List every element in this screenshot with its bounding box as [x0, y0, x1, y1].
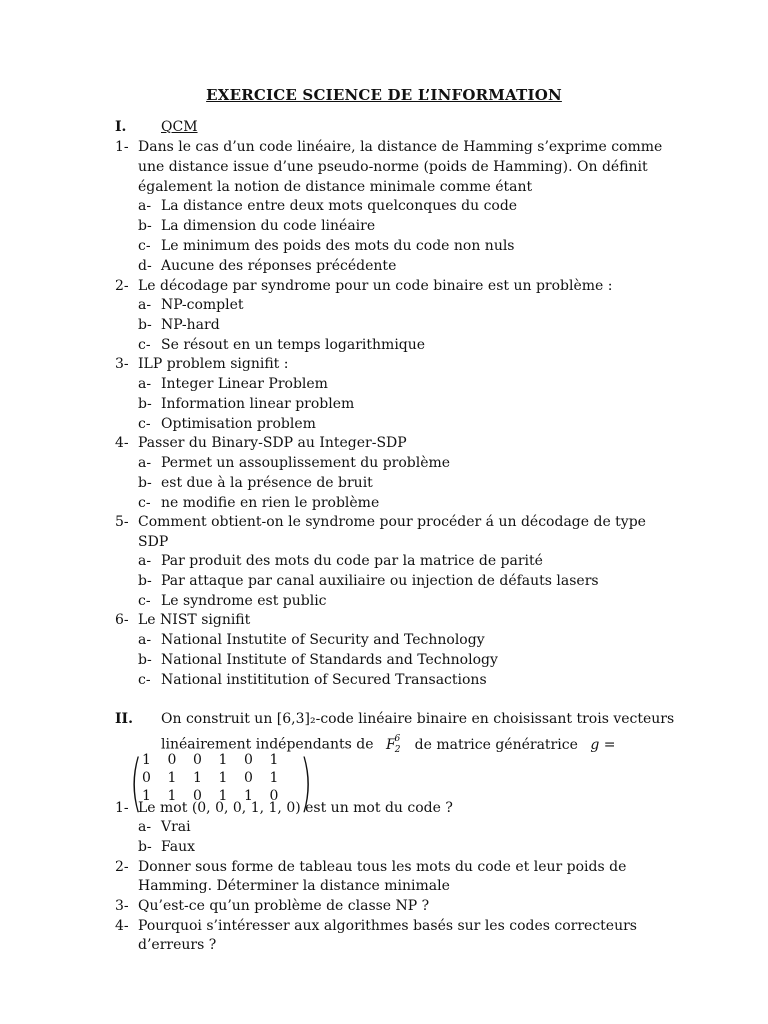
- matrix-row: 0 1 1 1 0 1: [142, 770, 279, 786]
- q2-option-label: a-: [138, 297, 152, 313]
- q2-number: 2-: [115, 278, 129, 294]
- q4-option-label: b-: [138, 475, 152, 491]
- q5-option-label: c-: [138, 593, 151, 609]
- q3-option-text: Integer Linear Problem: [161, 376, 328, 392]
- q3-text-line: ILP problem signifit :: [138, 356, 289, 372]
- q1-option-text: Le minimum des poids des mots du code non nuls: [161, 238, 515, 254]
- q4-option-label: a-: [138, 455, 152, 471]
- s2-q1-option-label: a-: [138, 819, 152, 835]
- s2-q2-text-line: Donner sous forme de tableau tous les mots du code et leur poids de: [138, 859, 627, 875]
- q1-number: 1-: [115, 139, 129, 155]
- q6-option-text: National Instutite of Security and Technology: [161, 632, 485, 648]
- s2-q4-text-line: Pourquoi s’intéresser aux algorithmes basés sur les codes correcteurs: [138, 918, 637, 934]
- q3-option-label: b-: [138, 396, 152, 412]
- q2-option-label: c-: [138, 337, 151, 353]
- q5-text-line: SDP: [138, 534, 169, 550]
- q5-option-text: Par attaque par canal auxiliaire ou injection de défauts lasers: [161, 573, 599, 589]
- s2-q1-option-text: Faux: [161, 839, 196, 855]
- q1-option-text: Aucune des réponses précédente: [161, 258, 397, 274]
- s2-q2-text-line: Hamming. Déterminer la distance minimale: [138, 878, 450, 894]
- q1-text-line: également la notion de distance minimale comme étant: [138, 179, 533, 195]
- q3-option-label: c-: [138, 416, 151, 432]
- q2-option-label: b-: [138, 317, 152, 333]
- s2-q4-number: 4-: [115, 918, 129, 934]
- section-1-number: I.: [115, 119, 127, 135]
- s2-q3-text-line: Qu’est-ce qu’un problème de classe NP ?: [138, 898, 430, 914]
- q4-option-text: est due à la présence de bruit: [161, 475, 373, 491]
- q6-option-label: b-: [138, 652, 152, 668]
- s2-q3-number: 3-: [115, 898, 129, 914]
- q1-text-line: une distance issue d’une pseudo-norme (poids de Hamming). On définit: [138, 159, 648, 175]
- q1-option-label: b-: [138, 218, 152, 234]
- q5-option-text: Par produit des mots du code par la matrice de parité: [161, 553, 543, 569]
- q5-option-label: b-: [138, 573, 152, 589]
- field-symbol: $F_2^6$: [386, 734, 401, 756]
- q6-text-line: Le NIST signifit: [138, 612, 251, 628]
- s2-q1-number: 1-: [115, 800, 129, 816]
- q3-number: 3-: [115, 356, 129, 372]
- q2-option-text: NP-hard: [161, 317, 220, 333]
- q5-option-text: Le syndrome est public: [161, 593, 327, 609]
- s2-q4-text-line: d’erreurs ?: [138, 937, 217, 953]
- q4-text-line: Passer du Binary-SDP au Integer-SDP: [138, 435, 407, 451]
- s2-q1-option-label: b-: [138, 839, 152, 855]
- q1-text-line: Dans le cas d’un code linéaire, la distance de Hamming s’exprime comme: [138, 139, 663, 155]
- q6-option-text: National instititution of Secured Transactions: [161, 672, 487, 688]
- section-2-number: II.: [115, 711, 133, 727]
- section-2-intro-text: linéairement indépendants de: [161, 736, 374, 753]
- q4-option-text: ne modifie en rien le problème: [161, 495, 380, 511]
- s2-q1-option-text: Vrai: [161, 819, 191, 835]
- matrix-row: 1 1 0 1 1 0: [142, 788, 279, 804]
- section-1-heading: QCM: [161, 119, 198, 135]
- q3-option-text: Optimisation problem: [161, 416, 316, 432]
- section-2-intro-line: On construit un [6,3]₂-code linéaire binaire en choisissant trois vecteurs: [161, 711, 675, 727]
- q2-text-line: Le décodage par syndrome pour un code binaire est un problème :: [138, 278, 613, 294]
- matrix-row: 1 0 0 1 0 1: [142, 752, 279, 768]
- section-2-intro-text: de matrice génératrice: [414, 736, 578, 753]
- q5-number: 5-: [115, 514, 129, 530]
- matrix-right-paren: ): [300, 746, 313, 819]
- q1-option-label: a-: [138, 198, 152, 214]
- q3-option-label: a-: [138, 376, 152, 392]
- q4-option-text: Permet un assouplissement du problème: [161, 455, 451, 471]
- q1-option-text: La dimension du code linéaire: [161, 218, 376, 234]
- q4-number: 4-: [115, 435, 129, 451]
- s2-q2-number: 2-: [115, 859, 129, 875]
- q1-option-label: c-: [138, 238, 151, 254]
- q4-option-label: c-: [138, 495, 151, 511]
- q6-option-label: a-: [138, 632, 152, 648]
- q5-text-line: Comment obtient-on le syndrome pour procéder á un décodage de type: [138, 514, 646, 530]
- q1-option-label: d-: [138, 258, 152, 274]
- q2-option-text: Se résout en un temps logarithmique: [161, 337, 426, 353]
- q2-option-text: NP-complet: [161, 297, 244, 313]
- q6-option-label: c-: [138, 672, 151, 688]
- matrix-left-paren: (: [130, 746, 143, 819]
- document-title: EXERCICE SCIENCE DE L’INFORMATION: [206, 86, 562, 104]
- q3-option-text: Information linear problem: [161, 396, 355, 412]
- q6-number: 6-: [115, 612, 129, 628]
- q1-option-text: La distance entre deux mots quelconques du code: [161, 198, 518, 214]
- matrix-symbol: g =: [590, 736, 616, 753]
- s2-q1-text-line: Le mot (0, 0, 0, 1, 1, 0) est un mot du code ?: [138, 800, 453, 816]
- q5-option-label: a-: [138, 553, 152, 569]
- q6-option-text: National Institute of Standards and Technology: [161, 652, 498, 668]
